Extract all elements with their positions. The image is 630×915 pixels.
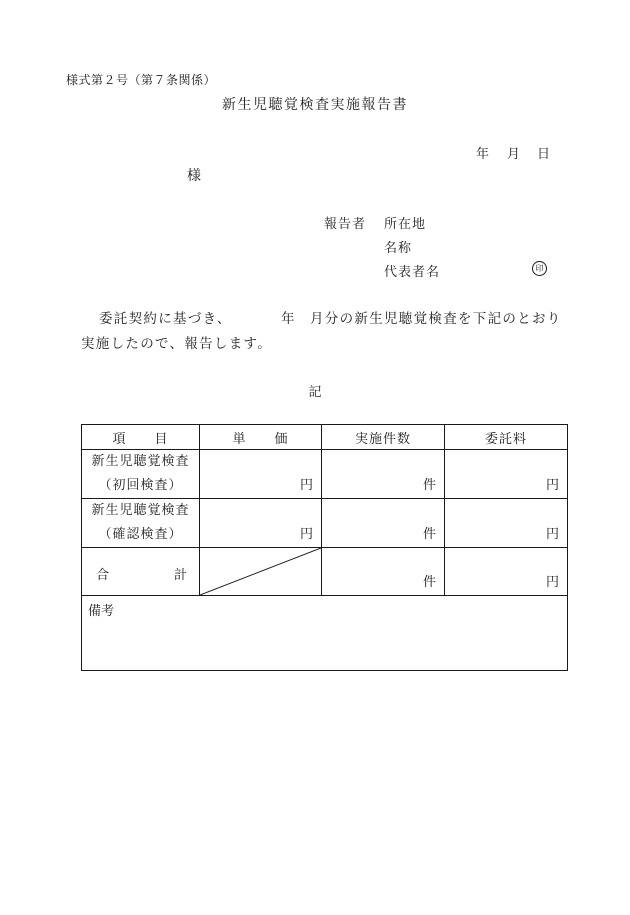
date-day-label: 日 [537,147,551,162]
document-title: 新生児聴覚検査実施報告書 [222,97,408,113]
reporter-name-label: 名称 [384,241,413,256]
header-count: 実施件数 [322,425,445,450]
row-item-line2: （確認検査） [98,527,183,542]
total-label-cell [82,548,200,596]
header-unit-price: 単 価 [200,425,322,450]
row-item [82,450,200,499]
count-cell[interactable]: 件 [322,499,445,548]
row-item-line1: 新生児聴覚検査 [91,454,190,469]
body-line1-year: 年 [281,311,296,327]
ki-heading: 記 [308,385,322,400]
unit-price-cell[interactable]: 円 [200,499,322,548]
addressee-suffix: 様 [187,168,201,184]
total-fee-cell[interactable]: 円 [445,548,568,596]
remarks-cell[interactable] [82,596,568,671]
table-row [82,450,568,499]
total-label-left: 合 [96,568,110,583]
fee-cell[interactable]: 円 [445,499,568,548]
diagonal-line [200,548,321,595]
fee-cell[interactable]: 円 [445,450,568,499]
row-item-line2: （初回検査） [98,478,183,493]
body-line2: 実施したので、報告します。 [81,336,273,352]
count-cell[interactable]: 件 [322,450,445,499]
remarks-label: 備考 [88,604,115,619]
body-line1-part2: 月分の新生児聴覚検査を下記のとおり [310,311,562,327]
reporter-representative-label: 代表者名 [384,265,441,280]
unit-price-cell[interactable]: 円 [200,450,322,499]
row-item [82,499,200,548]
reporter-address-label: 所在地 [384,217,427,232]
report-table [81,424,568,671]
remarks-row [82,596,568,671]
total-unit-price-blank [200,548,322,596]
form-number: 様式第２号（第７条関係） [66,73,217,87]
seal-mark-icon: 印 [532,261,547,276]
row-item-line1: 新生児聴覚検査 [91,503,190,518]
total-count-cell[interactable]: 件 [322,548,445,596]
total-row [82,548,568,596]
total-label-right: 計 [174,568,188,583]
date-year-label: 年 [476,147,490,162]
reporter-label: 報告者 [324,217,367,232]
header-item: 項 目 [82,425,200,450]
header-fee: 委託料 [445,425,568,450]
table-header-row [82,425,568,450]
table-row [82,499,568,548]
date-month-label: 月 [507,147,521,162]
body-line1-part1: 委託契約に基づき、 [99,311,232,327]
